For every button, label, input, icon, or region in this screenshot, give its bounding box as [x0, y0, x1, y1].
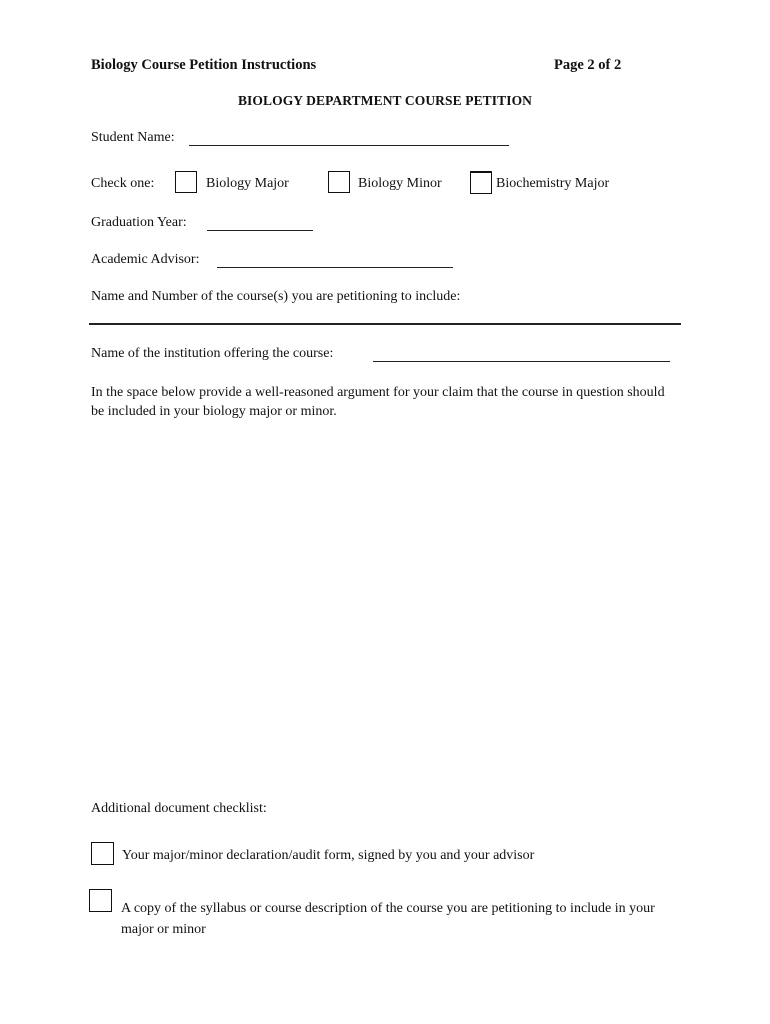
page-indicator: Page 2 of 2	[554, 57, 622, 73]
check-one-label: Check one:	[91, 176, 155, 191]
document-header-title: Biology Course Petition Instructions	[91, 57, 317, 73]
academic-advisor-field[interactable]	[217, 267, 453, 268]
course-name-label: Name and Number of the course(s) you are petitioning to include:	[91, 289, 461, 304]
biology-minor-label: Biology Minor	[358, 176, 442, 191]
argument-instruction: In the space below provide a well-reasoned argument for your claim that the course in question should be included in your biology major or minor.	[91, 385, 665, 419]
academic-advisor-label: Academic Advisor:	[91, 252, 200, 267]
course-name-field[interactable]	[89, 323, 681, 325]
checklist-item-declaration-checkbox[interactable]	[91, 842, 114, 865]
checklist-item-syllabus-label: A copy of the syllabus or course description of the course you are petitioning to include in your major or minor	[121, 901, 655, 937]
graduation-year-field[interactable]	[207, 230, 313, 231]
student-name-field[interactable]	[189, 145, 509, 146]
checklist-item-declaration-label: Your major/minor declaration/audit form, signed by you and your advisor	[122, 848, 535, 863]
checklist-title: Additional document checklist:	[91, 801, 267, 816]
biochemistry-major-checkbox[interactable]	[470, 171, 492, 194]
graduation-year-label: Graduation Year:	[91, 215, 187, 230]
argument-text-area[interactable]	[91, 425, 671, 790]
student-name-label: Student Name:	[91, 130, 175, 145]
institution-field[interactable]	[373, 361, 670, 362]
biology-major-label: Biology Major	[206, 176, 289, 191]
biology-minor-checkbox[interactable]	[328, 171, 350, 193]
form-title: BIOLOGY DEPARTMENT COURSE PETITION	[237, 93, 533, 108]
institution-label: Name of the institution offering the course:	[91, 346, 334, 361]
biochemistry-major-label: Biochemistry Major	[496, 176, 610, 191]
biology-major-checkbox[interactable]	[175, 171, 197, 193]
checklist-item-syllabus-checkbox[interactable]	[89, 889, 112, 912]
